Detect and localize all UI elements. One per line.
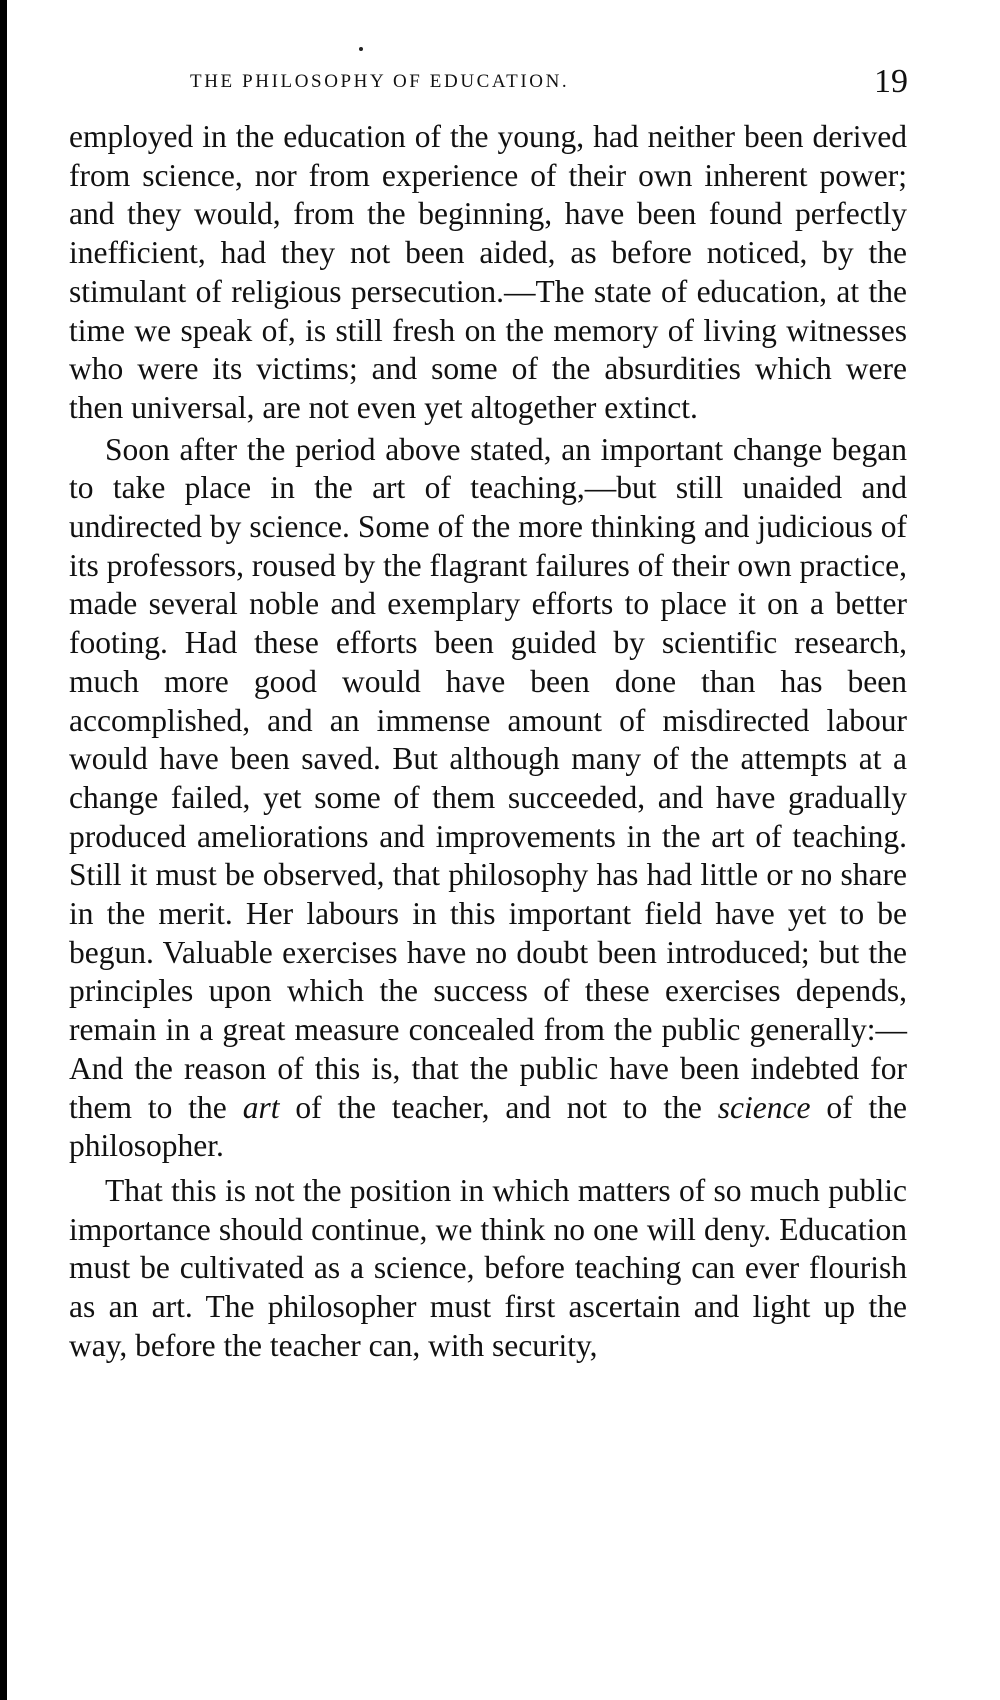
paragraph-2-text-b: of the teacher, and not to the [279,1089,718,1125]
body-text [69,118,907,1366]
paragraph-3: That this is not the position in which matters of so much public importance should continue, we think no one will deny. Education must be cultivated as a science, before teaching can ever flourish as an art. The philosopher must first ascertain and light up the way, before the teacher can, with security, [69,1172,907,1363]
emphasis-art: art [242,1089,280,1125]
paragraph-2-text-c: of the philosopher. [69,1089,907,1164]
ink-speck [359,47,363,51]
paragraph-2 [69,431,907,1166]
page-number: 19 [874,63,908,100]
paragraph-1: employed in the education of the young, had neither been derived from science, nor from experience of their own inherent power; and they would, from the beginning, have been found perfectly inefficient, had they not been aided, as before noticed, by the stimulant of religious persecution.—The state of education, at the time we speak of, is still fresh on the memory of living witnesses who were its victims; and some of the absurdities which were then universal, are not even yet altogether extinct. [69,119,907,425]
paragraph-2-text-a: Soon after the period above stated, an important change began to take place in the art of teaching,—but still unaided and undirected by science. Some of the more thinking and judicious of its professors, roused by the flagrant failures of their own practice, made several noble and exemplary efforts to place it on a better footing. Had these efforts been guided by scientific research, much more good would have been done than has been accomplished, and an immense amount of misdirected labour would have been saved. But although many of the attempts at a change failed, yet some of them succeeded, and have gradually produced ameliorations and improvements in the art of teaching. Still it must be observed, that philosophy has had little or no share in the merit. Her labours in this important field have yet to be begun. Valuable exercises have no doubt been introduced; but the principles upon which the success of these exercises depends, remain in a great measure concealed from the public generally:—And the reason of this is, that the public have been indebted for them to the [69,431,907,1125]
emphasis-science: science [717,1089,811,1125]
running-title: THE PHILOSOPHY OF EDUCATION. [190,71,570,92]
scan-edge-shadow [0,0,7,1700]
